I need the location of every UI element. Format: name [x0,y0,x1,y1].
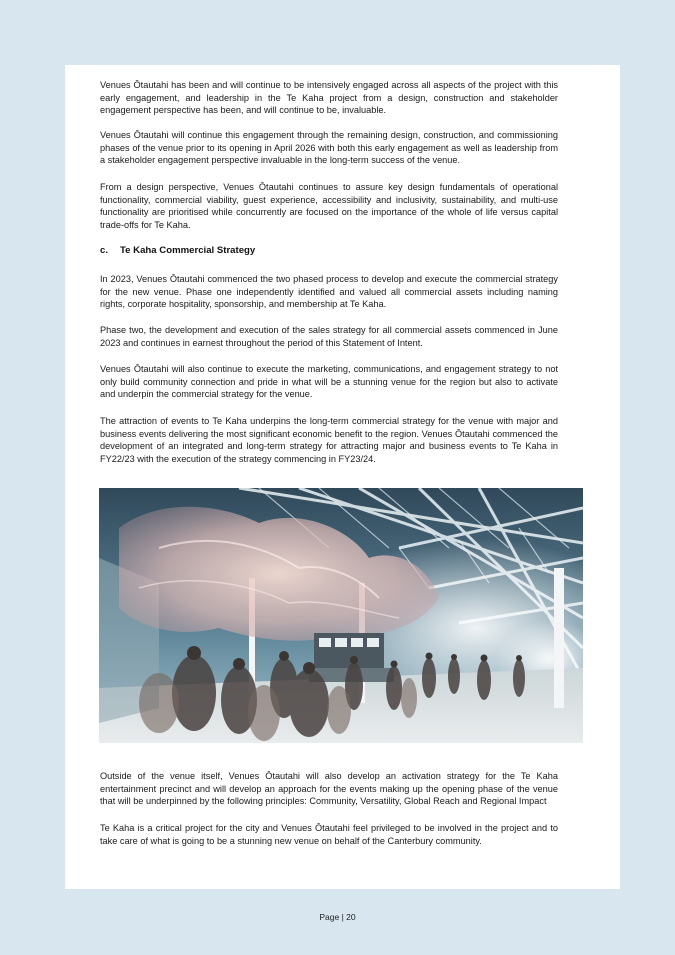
paragraph-continued-engagement [100,129,558,167]
paragraph-events-attraction [100,415,558,465]
paragraph-design-perspective [100,181,558,231]
paragraph-marketing [100,363,558,401]
section-number: c. [100,245,109,256]
paragraph-text: Venues Ōtautahi will also continue to execute the marketing, communications, and engagement strategy to not only build community connection and pride in what will be a stunning venue for the region but also to activate and underpin the commercial strategy for the venue. [100,364,558,399]
paragraph-text: The attraction of events to Te Kaha underpins the long-term commercial strategy for the venue with major and business events delivering the most significant economic benefit to the region. Venues Ōtautahi commenced the development of an integrated and long-term strategy for attracting major and business events to Te Kaha in FY22/23 with the execution of the strategy commencing in FY23/24. [100,416,558,464]
venue-interior-photo [99,488,583,743]
section-heading [100,245,255,256]
paragraph-text: Te Kaha is a critical project for the city and Venues Ōtautahi feel privileged to be involved in the project and to take care of what is going to be a stunning new venue on behalf of the Canterbury community. [100,823,558,846]
paragraph-text: Venues Ōtautahi will continue this engagement through the remaining design, construction, and commissioning phases of the venue prior to its opening in April 2026 with both this early engagement as well as leadership from a stakeholder engagement perspective invaluable in the long-term success of the venue. [100,130,558,165]
paragraph-commercial-phase-one [100,273,558,311]
paragraph-text: Outside of the venue itself, Venues Ōtautahi will also develop an activation strategy for the Te Kaha entertainment precinct and will develop an approach for the events making up the opening phase of the venue that will be underpinned by the following principles: Community, Versatility, Global Reach and Regional Impact [100,771,558,806]
section-title: Te Kaha Commercial Strategy [120,245,256,256]
paragraph-text: In 2023, Venues Ōtautahi commenced the two phased process to develop and execute the commercial strategy for the new venue. Phase one independently identified and valued all commercial assets including naming rights, corporate hospitality, sponsorship, and membership at Te Kaha. [100,274,558,309]
paragraph-text: Venues Ōtautahi has been and will continue to be intensively engaged across all aspects of the project with this early engagement, and leadership in the Te Kaha project from a design, construction and stakeholder engagement perspective has been, and will continue to be, invaluable. [100,80,558,115]
paragraph-text: Phase two, the development and execution of the sales strategy for all commercial assets commenced in June 2023 and continues in earnest throughout the period of this Statement of Intent. [100,325,558,348]
paragraph-early-engagement [100,79,558,117]
paragraph-activation-strategy [100,770,558,808]
paragraph-text: From a design perspective, Venues Ōtautahi continues to assure key design fundamentals of operational functionality, commercial viability, guest experience, accessibility and inclusivity, sustainability, and multi-use functionality are prioritised while concurrently are focused on the importance of the whole of life versus capital trade-offs for Te Kaha. [100,182,558,230]
paragraph-critical-project [100,822,558,847]
document-page [65,65,620,889]
page-number: Page | 20 [319,912,356,922]
paragraph-commercial-phase-two [100,324,558,349]
